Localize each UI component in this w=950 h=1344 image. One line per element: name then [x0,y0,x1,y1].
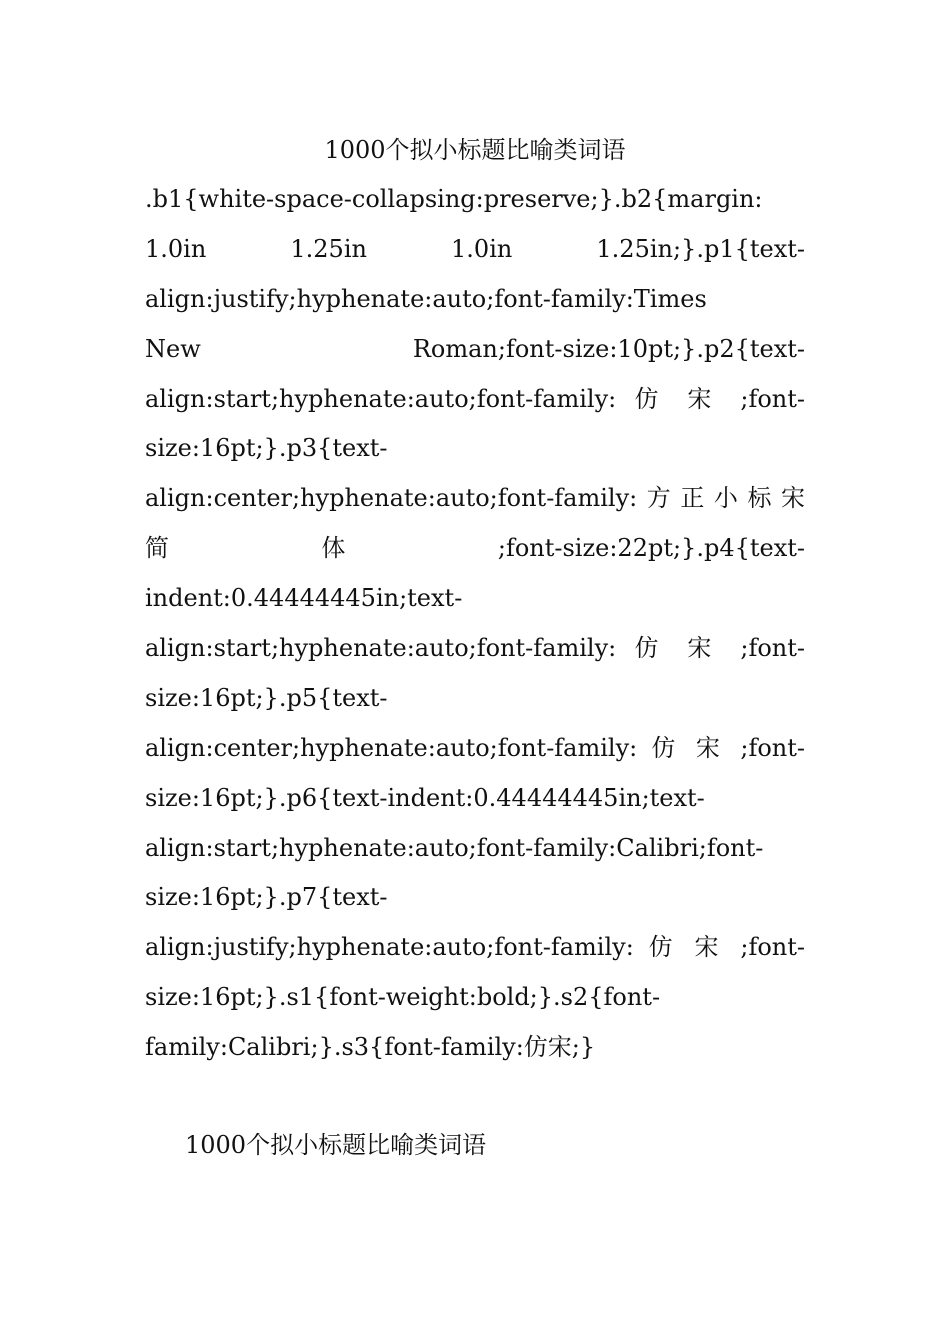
css-line-14: align:start;hyphenate:auto;font-family:Calibri;font- [145,833,764,862]
css-line-16: align:justify;hyphenate:auto;font-family: 仿 宋 ;font- [145,933,805,962]
css-line-11: size:16pt;}.p5{text- [145,683,388,712]
css-line-5: align:start;hyphenate:auto;font-family: 仿 宋 ;font- [145,384,805,413]
css-line-8: 简 体 ;font-size:22pt;}.p4{text- [145,534,805,563]
css-line-2: 1.0in 1.25in 1.0in 1.25in;}.p1{text- [145,234,805,263]
css-line-4: New Roman;font-size:10pt;}.p2{text- [145,334,805,363]
css-line-9: indent:0.44444445in;text- [145,584,463,613]
css-line-15: size:16pt;}.p7{text- [145,883,388,912]
css-line-17: size:16pt;}.s1{font-weight:bold;}.s2{font- [145,983,661,1012]
css-text-block [145,175,805,1073]
css-line-12: align:center;hyphenate:auto;font-family: 仿 宋 ;font- [145,733,805,762]
document-title: 1000个拟小标题比喻类词语 [324,136,626,164]
css-line-6: size:16pt;}.p3{text- [145,434,388,463]
css-line-7: align:center;hyphenate:auto;font-family:方正小标宋 [145,484,805,513]
css-line-18: family:Calibri;}.s3{font-family:仿宋;} [145,1033,596,1062]
css-line-3: align:justify;hyphenate:auto;font-family:Times [145,284,707,313]
css-line-10: align:start;hyphenate:auto;font-family: 仿 宋 ;font- [145,634,805,663]
css-line-13: size:16pt;}.p6{text-indent:0.44444445in;text- [145,783,705,812]
css-line-1: .b1{white-space-collapsing:preserve;}.b2{margin: [145,185,763,213]
document-subtitle: 1000个拟小标题比喻类词语 [185,1131,487,1159]
